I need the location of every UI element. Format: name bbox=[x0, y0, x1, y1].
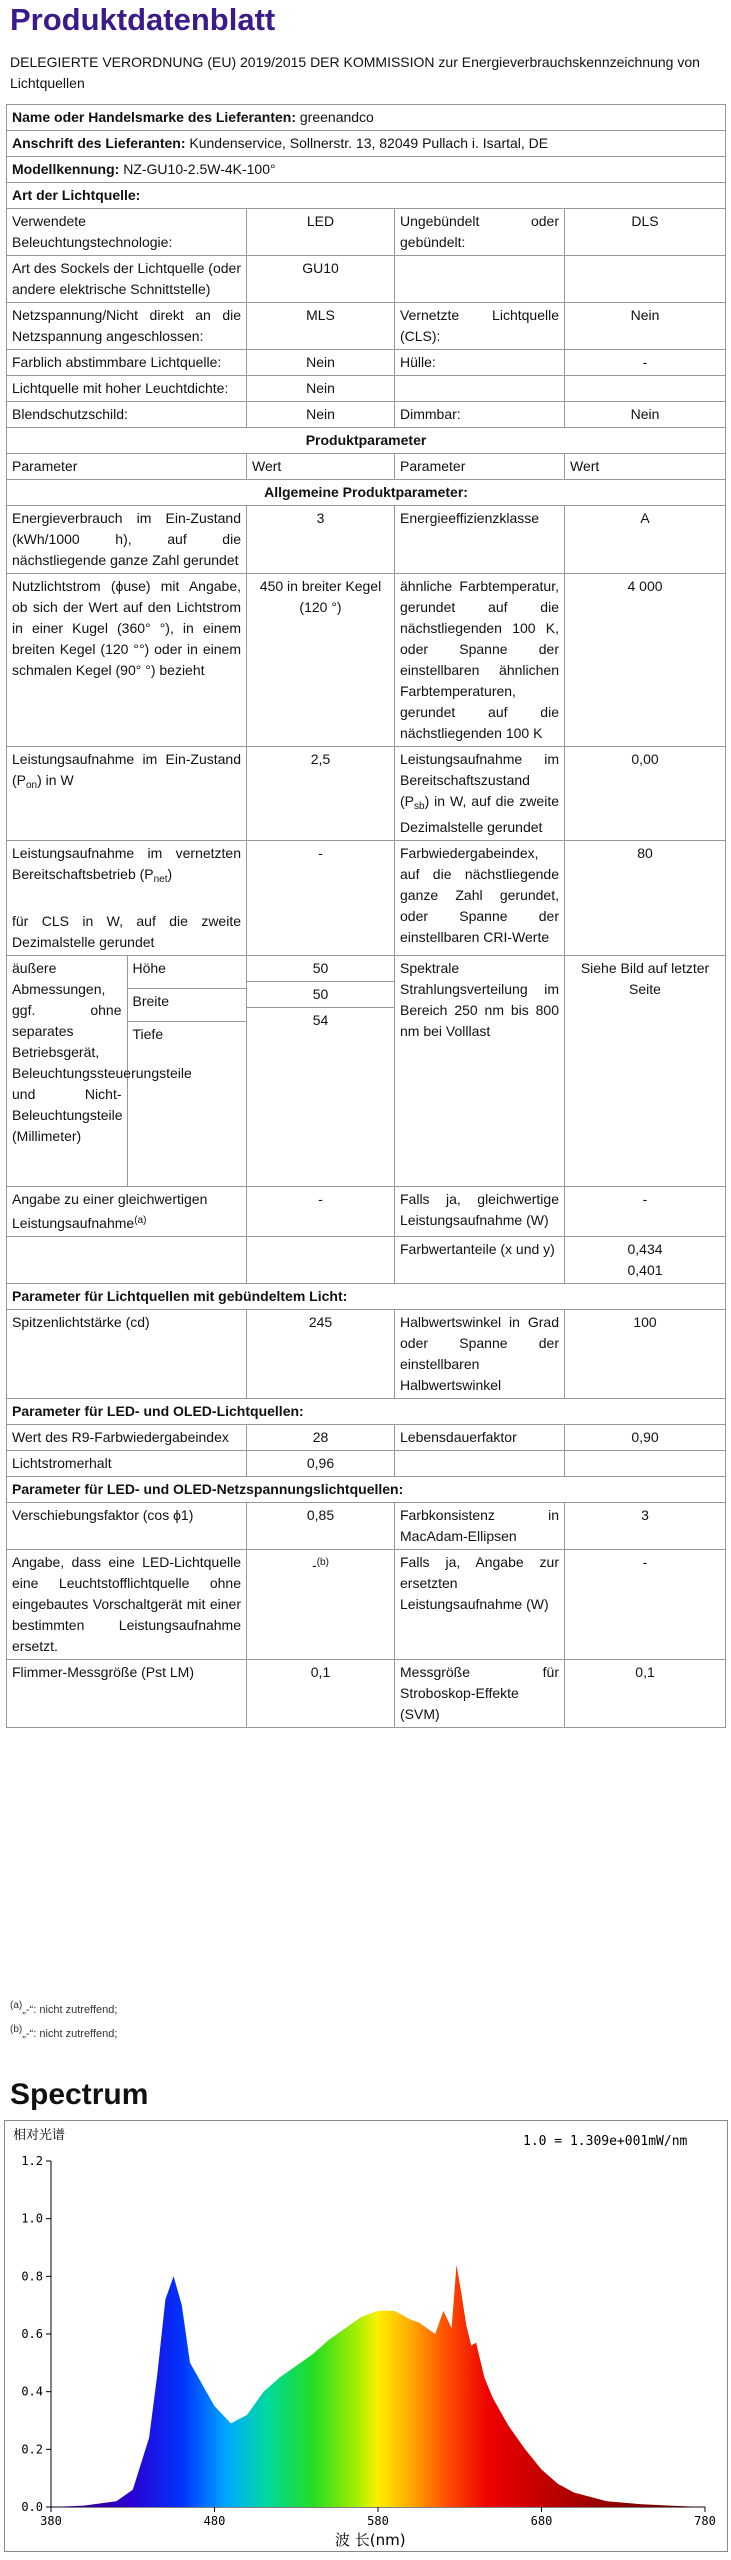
equivalent-power-w-value: - bbox=[565, 1187, 726, 1237]
table-row bbox=[7, 402, 726, 428]
x-tick-label: 780 bbox=[694, 2514, 716, 2528]
mains-label: Netzspannung/Nicht direkt an die Netzspannung angeschlossen: bbox=[7, 303, 247, 350]
dimensions-label: äußere Abmessungen, ggf. ohne separates Betriebsgerät, Beleuchtungssteuerungsteile und Nicht-Beleuchtungsteile (Millimeter) bbox=[7, 956, 127, 1186]
table-row bbox=[7, 1310, 726, 1399]
table-row bbox=[7, 841, 726, 956]
tunable-label: Farblich abstimmbare Lichtquelle: bbox=[7, 350, 247, 376]
pon-subscript: on bbox=[26, 780, 38, 791]
cls-value: Nein bbox=[565, 303, 726, 350]
anti-glare-value: Nein bbox=[247, 402, 395, 428]
dimensions-values-cell bbox=[247, 956, 395, 1187]
empty-cell bbox=[7, 1237, 247, 1284]
table-row bbox=[7, 1503, 726, 1550]
table-row bbox=[7, 506, 726, 574]
table-row bbox=[7, 209, 726, 256]
table-row bbox=[7, 956, 726, 1187]
empty-cell bbox=[565, 256, 726, 303]
r9-label: Wert des R9-Farbwiedergabeindex bbox=[7, 1425, 247, 1451]
spectrum-chart bbox=[5, 2121, 727, 2551]
column-header: Parameter bbox=[395, 454, 565, 480]
width-value: 50 bbox=[247, 982, 394, 1008]
directional-section-header: Parameter für Lichtquellen mit gebündeltem Licht: bbox=[7, 1284, 726, 1310]
pon-label-text: Leistungsaufnahme im Ein-Zustand (P bbox=[12, 751, 241, 788]
table-row bbox=[7, 1237, 726, 1284]
high-luminance-value: Nein bbox=[247, 376, 395, 402]
footnote-text: „-“: nicht zutreffend; bbox=[22, 2004, 118, 2016]
flicker-value: 0,1 bbox=[247, 1660, 395, 1728]
beam-angle-value: 100 bbox=[565, 1310, 726, 1399]
empty-cell bbox=[565, 1451, 726, 1477]
supplier-address-value: Kundenservice, Sollnerstr. 13, 82049 Pullach i. Isartal, DE bbox=[189, 135, 549, 151]
column-header: Wert bbox=[247, 454, 395, 480]
replaced-power-value: - bbox=[565, 1550, 726, 1660]
beam-angle-label: Halbwertswinkel in Grad oder Spanne der einstellbaren Halbwertswinkel bbox=[395, 1310, 565, 1399]
pnet-label-text: Leistungsaufnahme im vernetzten Bereitschaftsbetrieb (P bbox=[12, 845, 241, 882]
footnote-b bbox=[10, 2024, 117, 2040]
replacement-claim-value bbox=[247, 1550, 395, 1660]
supplier-address-row bbox=[7, 131, 726, 157]
cri-label: Farbwiedergabeindex, auf die nächstliegende ganze Zahl gerundet, oder Spanne der einstellbaren CRI-Werte bbox=[395, 841, 565, 956]
energy-value: 3 bbox=[247, 506, 395, 574]
scale-annotation: 1.0 = 1.309e+001mW/nm bbox=[523, 2134, 688, 2149]
dimensions-cell bbox=[7, 956, 247, 1187]
page-title: Produktdatenblatt bbox=[10, 2, 276, 37]
high-luminance-label: Lichtquelle mit hoher Leuchtdichte: bbox=[7, 376, 247, 402]
pnet-label bbox=[7, 841, 247, 956]
chromaticity-value bbox=[565, 1237, 726, 1284]
empty-cell bbox=[565, 376, 726, 402]
spectrum-area bbox=[51, 2265, 705, 2507]
y-axis-label: 相对光谱 bbox=[13, 2128, 66, 2143]
depth-value: 54 bbox=[247, 1008, 394, 1173]
displacement-factor-value: 0,85 bbox=[247, 1503, 395, 1550]
type-tech-value: LED bbox=[247, 209, 395, 256]
x-tick-label: 580 bbox=[367, 2514, 389, 2528]
led-section-header: Parameter für LED- und OLED-Lichtquellen: bbox=[7, 1399, 726, 1425]
r9-value: 28 bbox=[247, 1425, 395, 1451]
height-label: Höhe bbox=[127, 956, 246, 988]
model-value: NZ-GU10-2.5W-4K-100° bbox=[123, 161, 276, 177]
table-row bbox=[7, 256, 726, 303]
table-row bbox=[7, 1660, 726, 1728]
product-parameters-header: Produktparameter bbox=[7, 428, 726, 454]
y-tick-label: 0.4 bbox=[21, 2384, 43, 2399]
spectrum-heading: Spectrum bbox=[10, 2078, 149, 2111]
x-tick-label: 680 bbox=[530, 2514, 553, 2528]
type-tech-label: Verwendete Beleuchtungstechnologie: bbox=[7, 209, 247, 256]
pnet-label-close: ) bbox=[167, 866, 173, 882]
psb-label bbox=[395, 747, 565, 841]
footnote-mark: (b) bbox=[10, 2024, 23, 2035]
chromaticity-x: 0,434 bbox=[627, 1241, 663, 1257]
table-row bbox=[7, 1425, 726, 1451]
envelope-label: Hülle: bbox=[395, 350, 565, 376]
lumen-maintenance-value: 0,96 bbox=[247, 1451, 395, 1477]
y-tick-label: 0.6 bbox=[21, 2327, 43, 2341]
table-row bbox=[7, 376, 726, 402]
table-row bbox=[7, 303, 726, 350]
psb-subscript: sb bbox=[414, 801, 425, 812]
cls-label: Vernetzte Lichtquelle (CLS): bbox=[395, 303, 565, 350]
energy-label: Energieverbrauch im Ein-Zustand (kWh/1000 h), auf die nächstliegende ganze Zahl gerundet bbox=[7, 506, 247, 574]
tunable-value: Nein bbox=[247, 350, 395, 376]
psb-label-tail: ) in W, auf die zweite Dezimalstelle gerundet bbox=[400, 793, 559, 835]
psb-label-text: Leistungsaufnahme im Bereitschaftszustand (P bbox=[400, 751, 559, 809]
displacement-factor-label: Verschiebungsfaktor (cos ϕ1) bbox=[7, 1503, 247, 1550]
efficiency-class-label: Energieeffizienzklasse bbox=[395, 506, 565, 574]
empty-cell bbox=[395, 1451, 565, 1477]
cri-value: 80 bbox=[565, 841, 726, 956]
flux-value: 450 in breiter Kegel (120 °) bbox=[247, 574, 395, 747]
chromaticity-label: Farbwertanteile (x und y) bbox=[395, 1237, 565, 1284]
pon-value: 2,5 bbox=[247, 747, 395, 841]
table-row bbox=[7, 1550, 726, 1660]
x-axis-label: 波 长(nm) bbox=[335, 2531, 406, 2549]
pon-label-unit: ) in W bbox=[37, 772, 74, 788]
anti-glare-label: Blendschutzschild: bbox=[7, 402, 247, 428]
efficiency-class-value: A bbox=[565, 506, 726, 574]
peak-intensity-label: Spitzenlichtstärke (cd) bbox=[7, 1310, 247, 1399]
equivalent-power-value: - bbox=[247, 1187, 395, 1237]
data-sheet bbox=[6, 104, 725, 1728]
supplier-name-value: greenandco bbox=[299, 109, 374, 125]
replacement-claim-label: Angabe, dass eine LED-Lichtquelle eine Leuchtstofflichtquelle ohne eingebautes Vorschaltgerät mit einer bestimmten Leistungsaufnahme ersetzt. bbox=[7, 1550, 247, 1660]
x-tick-label: 480 bbox=[203, 2514, 226, 2528]
replacement-claim-text: - bbox=[312, 1557, 317, 1573]
supplier-name-label: Name oder Handelsmarke des Lieferanten: bbox=[12, 109, 296, 125]
mains-value: MLS bbox=[247, 303, 395, 350]
chromaticity-y: 0,401 bbox=[627, 1262, 663, 1278]
empty-cell bbox=[247, 1237, 395, 1284]
y-tick-label: 0.0 bbox=[21, 2500, 43, 2514]
lumen-maintenance-label: Lichtstromerhalt bbox=[7, 1451, 247, 1477]
cct-value: 4 000 bbox=[565, 574, 726, 747]
survival-factor-value: 0,90 bbox=[565, 1425, 726, 1451]
dimmable-value: Nein bbox=[565, 402, 726, 428]
pnet-value: - bbox=[247, 841, 395, 956]
table-row bbox=[7, 574, 726, 747]
pnet-subscript: net bbox=[153, 874, 168, 885]
spectrum-value: Siehe Bild auf letzter Seite bbox=[565, 956, 726, 1187]
type-section-header: Art der Lichtquelle: bbox=[7, 183, 726, 209]
supplier-address-label: Anschrift des Lieferanten: bbox=[12, 135, 186, 151]
mls-section-header: Parameter für LED- und OLED-Netzspannungslichtquellen: bbox=[7, 1477, 726, 1503]
height-value: 50 bbox=[247, 956, 394, 982]
model-label: Modellkennung: bbox=[12, 161, 120, 177]
envelope-value: - bbox=[565, 350, 726, 376]
cap-type-label: Art des Sockels der Lichtquelle (oder andere elektrische Schnittstelle) bbox=[7, 256, 247, 303]
y-tick-label: 1.2 bbox=[21, 2154, 43, 2168]
peak-intensity-value: 245 bbox=[247, 1310, 395, 1399]
equivalent-power-text: Angabe zu einer gleichwertigen Leistungsaufnahme bbox=[12, 1191, 208, 1231]
pon-label bbox=[7, 747, 247, 841]
y-tick-label: 0.2 bbox=[21, 2442, 43, 2457]
table-row bbox=[7, 1451, 726, 1477]
column-header: Parameter bbox=[7, 454, 247, 480]
spectrum-chart-frame bbox=[4, 2120, 728, 2552]
table-row bbox=[7, 747, 726, 841]
pnet-label-tail: für CLS in W, auf die zweite Dezimalstelle gerundet bbox=[12, 913, 241, 950]
equivalent-power-w-label: Falls ja, gleichwertige Leistungsaufnahme (W) bbox=[395, 1187, 565, 1237]
dimmable-label: Dimmbar: bbox=[395, 402, 565, 428]
model-row bbox=[7, 157, 726, 183]
psb-value: 0,00 bbox=[565, 747, 726, 841]
directional-label: Ungebündelt oder gebündelt: bbox=[395, 209, 565, 256]
y-tick-label: 1.0 bbox=[21, 2211, 43, 2226]
directional-value: DLS bbox=[565, 209, 726, 256]
datasheet-table bbox=[6, 104, 726, 1728]
y-tick-label: 0.8 bbox=[21, 2269, 43, 2284]
colour-consistency-value: 3 bbox=[565, 1503, 726, 1550]
table-row bbox=[7, 1187, 726, 1237]
cct-label: ähnliche Farbtemperatur, gerundet auf die nächstliegenden 100 K, oder Spanne der einstellbaren ähnlichen Farbtemperaturen, gerundet auf die nächstliegenden 100 K bbox=[395, 574, 565, 747]
depth-label: Tiefe bbox=[127, 1022, 246, 1187]
footnote-ref: (b) bbox=[316, 1557, 329, 1568]
svm-value: 0,1 bbox=[565, 1660, 726, 1728]
survival-factor-label: Lebensdauerfaktor bbox=[395, 1425, 565, 1451]
footnote-text: „-“: nicht zutreffend; bbox=[22, 2028, 118, 2040]
flicker-label: Flimmer-Messgröße (Pst LM) bbox=[7, 1660, 247, 1728]
general-parameters-header: Allgemeine Produktparameter: bbox=[7, 480, 726, 506]
spectrum-label: Spektrale Strahlungsverteilung im Bereich 250 nm bis 800 nm bei Volllast bbox=[395, 956, 565, 1187]
footnote-mark: (a) bbox=[10, 2000, 23, 2011]
width-label: Breite bbox=[127, 988, 246, 1021]
column-header: Wert bbox=[565, 454, 726, 480]
colour-consistency-label: Farbkonsistenz in MacAdam-Ellipsen bbox=[395, 1503, 565, 1550]
column-header-row bbox=[7, 454, 726, 480]
replaced-power-label: Falls ja, Angabe zur ersetzten Leistungsaufnahme (W) bbox=[395, 1550, 565, 1660]
empty-cell bbox=[395, 256, 565, 303]
flux-label: Nutzlichtstrom (ϕuse) mit Angabe, ob sich der Wert auf den Lichtstrom in einer Kugel (360° °), in einem breiten Kegel (120 °°) oder in einem schmalen Kegel (90° °) bezieht bbox=[7, 574, 247, 747]
footnote-ref: (a) bbox=[134, 1215, 147, 1226]
cap-type-value: GU10 bbox=[247, 256, 395, 303]
table-row bbox=[7, 350, 726, 376]
footnote-a bbox=[10, 2000, 117, 2016]
supplier-name-row bbox=[7, 105, 726, 131]
equivalent-power-label bbox=[7, 1187, 247, 1237]
empty-cell bbox=[395, 376, 565, 402]
svm-label: Messgröße für Stroboskop-Effekte (SVM) bbox=[395, 1660, 565, 1728]
regulation-intro: DELEGIERTE VERORDNUNG (EU) 2019/2015 DER KOMMISSION zur Energieverbrauchskennzeichnung von Lichtquellen bbox=[10, 54, 700, 91]
x-tick-label: 380 bbox=[40, 2514, 62, 2528]
